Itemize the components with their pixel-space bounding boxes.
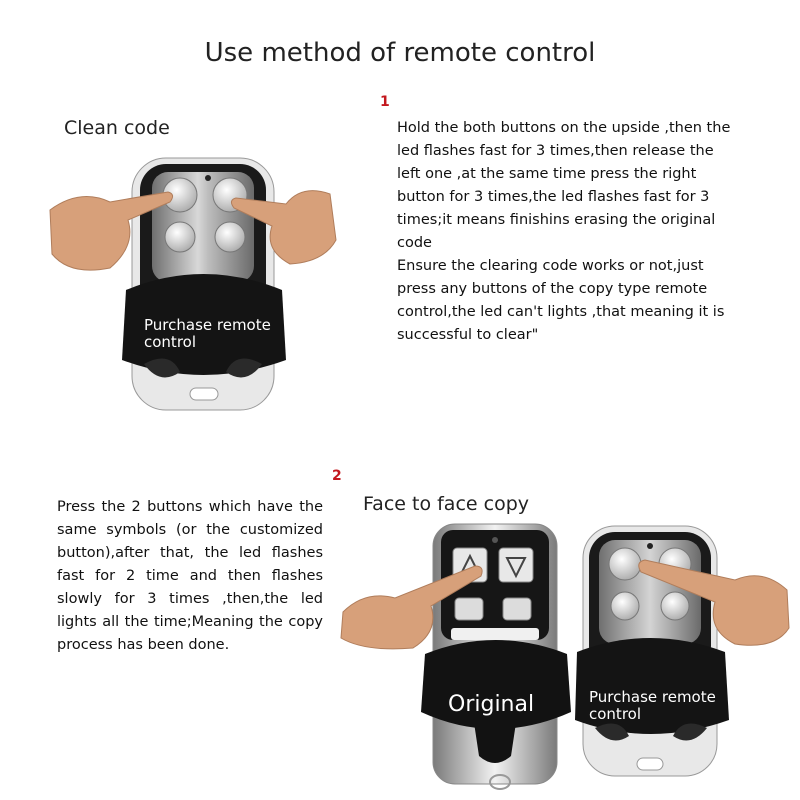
purchase-remote-label-2: Purchase remote control: [589, 688, 716, 723]
clean-code-heading: Clean code: [64, 117, 170, 139]
purchase-remote-label-1: Purchase remote control: [144, 316, 271, 351]
step-number-2: 2: [332, 468, 342, 484]
purchase-remote-illustration: [575, 520, 795, 790]
clean-code-paragraph-1: Hold the both buttons on the upside ,then the led flashes fast for 3 times,then release the left one ,at the same time press the right button for 3 times,the led flashes fast for 3 times;it means finishins erasing the original code: [397, 120, 731, 251]
page-title: Use method of remote control: [204, 38, 596, 68]
step-number-1: 1: [380, 94, 390, 110]
face-to-face-heading: Face to face copy: [363, 493, 529, 515]
original-remote-illustration: [335, 520, 585, 800]
face-to-face-instructions: Press the 2 buttons which have the same symbols (or the customized button),after that, the led flashes fast for 2 time and then flashes slowly for 3 times ,then,the led lights all the time;Meaning the copy process has been done.: [57, 499, 323, 653]
original-label: Original: [448, 692, 535, 717]
clean-code-instructions: [397, 117, 737, 347]
clean-code-paragraph-2: Ensure the clearing code works or not,just press any buttons of the copy type remote control,the led can't lights ,that meaning it is successful to clear": [397, 258, 725, 343]
copy-remote-illustration: [40, 150, 340, 420]
